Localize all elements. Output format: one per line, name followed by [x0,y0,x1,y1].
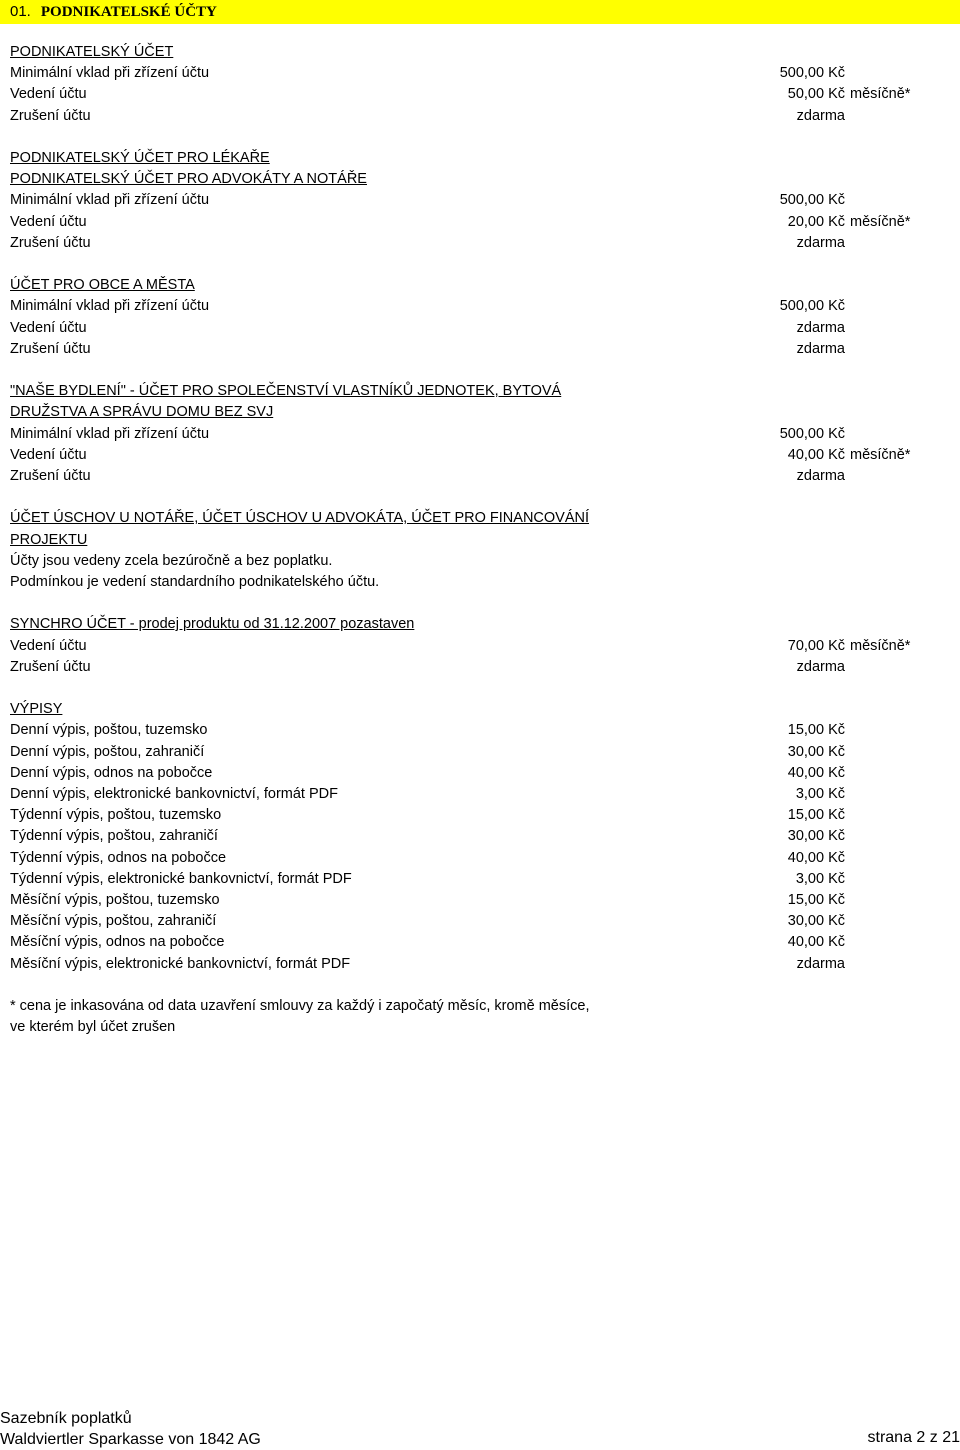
fee-amount [0,911,960,932]
section-header [10,2,217,22]
fee-amount [0,805,960,826]
section-heading: SYNCHRO ÚČET - prodej produktu od 31.12.2007 pozastaven [10,614,414,635]
fee-label: Měsíční výpis, elektronické bankovnictví, formát PDF [10,954,350,975]
section-heading: PODNIKATELSKÝ ÚČET PRO ADVOKÁTY A NOTÁŘE [10,169,367,190]
fee-value: zdarma [797,106,845,127]
section-heading: VÝPISY [10,699,62,720]
fee-label: Vedení účtu [10,84,87,105]
fee-value: zdarma [797,466,845,487]
fee-amount [0,932,960,953]
fee-amount [0,636,960,657]
fee-amount [0,190,960,211]
fee-value: 15,00 Kč [788,720,845,741]
fee-period: měsíčně* [850,445,910,466]
fee-label: Zrušení účtu [10,657,91,678]
fee-amount [0,318,960,339]
fee-amount [0,212,960,233]
fee-label: Vedení účtu [10,212,87,233]
fee-value: 500,00 Kč [780,424,845,445]
fee-value: 50,00 Kč [788,84,845,105]
fee-label: Minimální vklad při zřízení účtu [10,424,209,445]
fee-label: Vedení účtu [10,636,87,657]
fee-value: 40,00 Kč [788,763,845,784]
fee-label: Týdenní výpis, elektronické bankovnictví, formát PDF [10,869,352,890]
fee-label: Zrušení účtu [10,233,91,254]
footnote-line: * cena je inkasována od data uzavření smlouvy za každý i započatý měsíc, kromě měsíce, [10,996,589,1017]
footer-bank-name: Waldviertler Sparkasse von 1842 AG [0,1430,261,1450]
fee-label: Denní výpis, odnos na pobočce [10,763,212,784]
fee-period: měsíčně* [850,636,910,657]
section-heading: PODNIKATELSKÝ ÚČET [10,42,173,63]
fee-amount [0,826,960,847]
fee-label: Vedení účtu [10,445,87,466]
fee-value: zdarma [797,233,845,254]
fee-value: 15,00 Kč [788,890,845,911]
fee-label: Minimální vklad při zřízení účtu [10,190,209,211]
footnote-line: ve kterém byl účet zrušen [10,1017,175,1038]
fee-amount [0,424,960,445]
fee-value: 40,00 Kč [788,848,845,869]
fee-label: Denní výpis, poštou, tuzemsko [10,720,207,741]
fee-value: 3,00 Kč [796,869,845,890]
fee-amount [0,296,960,317]
fee-label: Zrušení účtu [10,466,91,487]
fee-amount [0,890,960,911]
section-title: PODNIKATELSKÉ ÚČTY [41,4,217,20]
footer-page-number: strana 2 z 21 [868,1428,960,1448]
fee-amount [0,742,960,763]
fee-value: 40,00 Kč [788,445,845,466]
fee-amount [0,339,960,360]
fee-amount [0,63,960,84]
fee-amount [0,466,960,487]
fee-amount [0,445,960,466]
fee-value: 40,00 Kč [788,932,845,953]
fee-label: Minimální vklad při zřízení účtu [10,296,209,317]
fee-value: 70,00 Kč [788,636,845,657]
fee-label: Denní výpis, poštou, zahraničí [10,742,204,763]
fee-value: zdarma [797,954,845,975]
fee-amount [0,954,960,975]
section-number: 01. [10,3,31,20]
section-note: Podmínkou je vedení standardního podnikatelského účtu. [10,572,379,593]
fee-value: 30,00 Kč [788,742,845,763]
fee-label: Vedení účtu [10,318,87,339]
section-heading: ÚČET PRO OBCE A MĚSTA [10,275,195,296]
fee-value: zdarma [797,318,845,339]
fee-amount [0,106,960,127]
fee-label: Měsíční výpis, poštou, zahraničí [10,911,216,932]
fee-value: zdarma [797,657,845,678]
fee-period: měsíčně* [850,212,910,233]
section-heading: "NAŠE BYDLENÍ" - ÚČET PRO SPOLEČENSTVÍ VLASTNÍKŮ JEDNOTEK, BYTOVÁ [10,381,561,402]
fee-label: Zrušení účtu [10,106,91,127]
fee-amount [0,869,960,890]
fee-amount [0,720,960,741]
fee-value: 500,00 Kč [780,63,845,84]
fee-amount [0,848,960,869]
section-heading: PROJEKTU [10,530,87,551]
fee-value: 15,00 Kč [788,805,845,826]
fee-amount [0,233,960,254]
fee-value: 30,00 Kč [788,911,845,932]
section-heading: DRUŽSTVA A SPRÁVU DOMU BEZ SVJ [10,402,273,423]
fee-label: Minimální vklad při zřízení účtu [10,63,209,84]
fee-value: 30,00 Kč [788,826,845,847]
fee-value: 500,00 Kč [780,190,845,211]
fee-amount [0,657,960,678]
section-header-bar [0,0,960,24]
section-note: Účty jsou vedeny zcela bezúročně a bez poplatku. [10,551,332,572]
fee-label: Týdenní výpis, odnos na pobočce [10,848,226,869]
section-heading: ÚČET ÚSCHOV U NOTÁŘE, ÚČET ÚSCHOV U ADVOKÁTA, ÚČET PRO FINANCOVÁNÍ [10,508,589,529]
fee-value: 500,00 Kč [780,296,845,317]
fee-amount [0,763,960,784]
fee-label: Měsíční výpis, poštou, tuzemsko [10,890,220,911]
fee-label: Týdenní výpis, poštou, zahraničí [10,826,218,847]
fee-label: Zrušení účtu [10,339,91,360]
fee-label: Měsíční výpis, odnos na pobočce [10,932,224,953]
footer-doc-title: Sazebník poplatků [0,1409,132,1429]
fee-amount [0,784,960,805]
fee-label: Denní výpis, elektronické bankovnictví, formát PDF [10,784,338,805]
section-heading: PODNIKATELSKÝ ÚČET PRO LÉKAŘE [10,148,270,169]
fee-amount [0,84,960,105]
fee-label: Týdenní výpis, poštou, tuzemsko [10,805,221,826]
fee-value: 3,00 Kč [796,784,845,805]
fee-period: měsíčně* [850,84,910,105]
fee-value: zdarma [797,339,845,360]
fee-value: 20,00 Kč [788,212,845,233]
